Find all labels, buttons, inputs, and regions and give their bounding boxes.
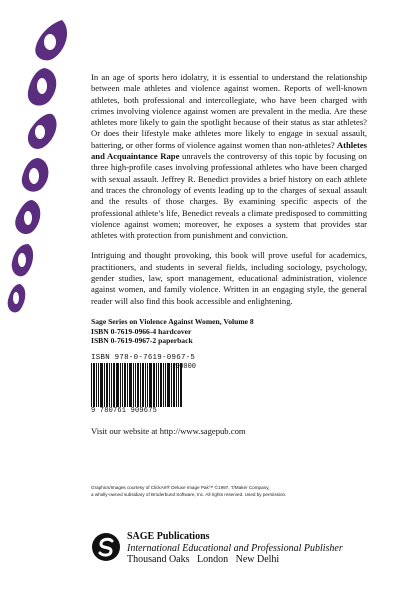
barcode-bar [142,363,144,407]
barcode-bar [96,363,97,407]
barcode-bar [165,363,166,407]
publisher-text [127,531,343,566]
barcode-bar [91,363,92,407]
isbn-paperback: ISBN 0-7619-0967-2 paperback [91,336,193,346]
barcode-bar [100,363,103,407]
purple-scribble-decoration [2,18,82,318]
image-credit [91,485,371,498]
barcode-bar [109,363,110,407]
book-title-bold: Athletes and Acquaintance Rape [91,139,367,162]
barcode-bar [140,363,141,407]
barcode [91,354,203,420]
barcode-bar [124,363,126,407]
publisher-name: SAGE Publications [127,531,210,542]
barcode-isbn13-text: ISBN 978-0-7619-0967-5 [91,353,196,362]
barcode-bar [98,363,99,407]
barcode-bar [171,363,172,407]
barcode-bar [129,363,132,407]
sage-logo-icon [91,532,121,562]
barcode-bar [156,363,157,407]
description-paragraph-1 [91,72,367,241]
barcode-bar [135,363,136,407]
barcode-bar [167,363,170,407]
barcode-bar [137,363,139,407]
publisher-tagline: International Educational and Professional Publisher [127,542,343,554]
publisher-cities: Thousand Oaks London New Delhi [127,554,280,566]
credit-line-2: a wholly-owned subsidiary of Broderbund Software, Inc. All rights reserved. Used by permission. [91,491,287,497]
website-line: Visit our website at http://www.sagepub.com [91,425,246,436]
barcode-bar [133,363,134,407]
barcode-bar [153,363,155,407]
barcode-bar [147,363,148,407]
barcode-bar [149,363,152,407]
barcode-bar [111,363,112,407]
description-intro: In an age of sports hero idolatry, it is essential to understand the relationship between male athletes and violence against women. Reports of well-known athletes, both professional and intercollegiate, who have been charged with crimes involving violence against women are prevalent in the media. Are these athletes more likely to gain the spotlight because of their status as star athletes? Or does their lifestyle make athletes more likely to engage in sexual assault, battering, or other forms of violence against women than non-athletes? [91,72,367,150]
barcode-bar [120,363,121,407]
barcode-bar [104,363,105,407]
series-title: Sage Series on Violence Against Women, Volume 8 [91,316,254,326]
series-info [91,317,367,346]
barcode-bar [163,363,164,407]
barcode-bar [158,363,159,407]
publisher-block [91,526,391,576]
text-column [91,72,367,436]
barcode-isbn13 [91,354,203,362]
description-paragraph-2: Intriguing and thought provoking, this book will prove useful for academics, practitioners, and students in several fields, including sociology, psychology, gender studies, law, sport management, educational administration, violence against women, and family violence. Written in an engaging style, the general reader will also find this book accessible and enlightening. [91,250,367,306]
barcode-digits: 9 780761 909675 [91,406,158,415]
barcode-bar [127,363,128,407]
barcode-bar [106,363,108,407]
credit-line-1: Graphics/Images courtesy of ClickArt® Deluxe Image Pak™ ©1997, T/Maker Company, [91,485,270,490]
barcode-price-code: 90000 [175,362,197,371]
barcode-bar [160,363,162,407]
barcode-bar [113,363,115,407]
isbn-hardcover: ISBN 0-7619-0966-4 hardcover [91,326,192,336]
barcode-bar [93,363,95,407]
description-continued: unravels the controversy of this topic by focusing on three high-profile cases involving professional athletes who have been charged with sexual assault. Jeffrey R. Benedict provides a brief history on each athlete and traces the chronology of events leading up to the charges of sexual assault and the results of those charges. By examining specific aspects of the professional athlete’s life, Benedict reveals a climate predisposed to committing violence against women; moreover, he exposes a system that provides star athletes with protection from punishment and conviction. [91,151,367,241]
barcode-bar [116,363,119,407]
barcode-bar [122,363,123,407]
barcode-bar [145,363,146,407]
